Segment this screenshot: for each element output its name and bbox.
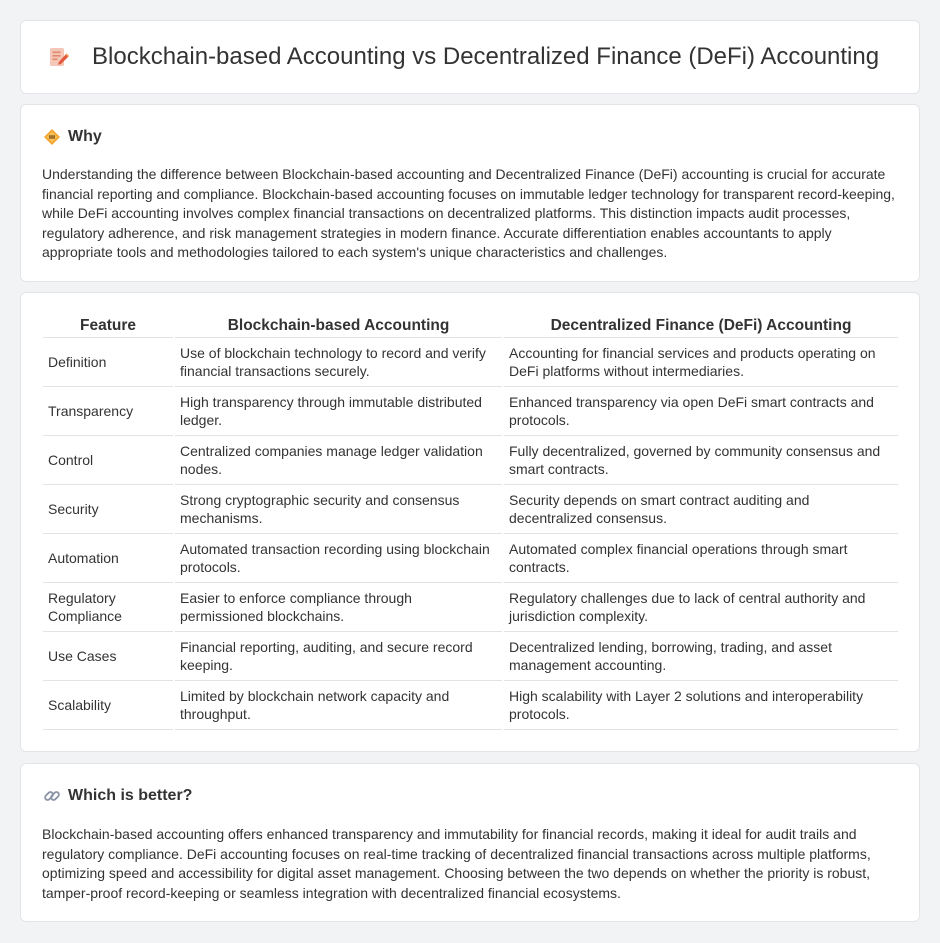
defi-cell: Regulatory challenges due to lack of central authority and jurisdiction complexity. <box>503 582 898 631</box>
better-heading: Which is better? <box>68 787 193 804</box>
feature-cell: Control <box>43 435 174 484</box>
feature-cell: Automation <box>43 533 174 582</box>
table-row <box>43 435 898 484</box>
link-icon <box>43 787 61 805</box>
feature-cell: Regulatory Compliance <box>43 582 174 631</box>
why-section <box>20 104 920 282</box>
blockchain-cell: Strong cryptographic security and consensus mechanisms. <box>174 484 503 533</box>
blockchain-cell: High transparency through immutable distributed ledger. <box>174 386 503 435</box>
defi-cell: Security depends on smart contract auditing and decentralized consensus. <box>503 484 898 533</box>
defi-cell: Enhanced transparency via open DeFi smart contracts and protocols. <box>503 386 898 435</box>
defi-cell: Automated complex financial operations through smart contracts. <box>503 533 898 582</box>
table-row <box>43 484 898 533</box>
blockchain-cell: Automated transaction recording using blockchain protocols. <box>174 533 503 582</box>
better-text: Blockchain-based accounting offers enhanced transparency and immutability for financial records, making it ideal for audit trails and regulatory compliance. DeFi accounting focuses on real-time tracking of decentralized financial transactions across multiple platforms, optimizing speed and accessibility for digital asset management. Choosing between the two depends on whether the priority is robust, tamper-proof record-keeping or seamless integration with decentralized financial ecosystems. <box>42 826 871 901</box>
feature-cell: Use Cases <box>43 631 174 680</box>
document-edit-icon <box>47 45 71 69</box>
comparison-table <box>43 315 898 730</box>
diamond-sign-icon <box>43 128 61 146</box>
feature-cell: Scalability <box>43 680 174 729</box>
blockchain-cell: Use of blockchain technology to record and verify financial transactions securely. <box>174 337 503 386</box>
table-row <box>43 337 898 386</box>
comparison-section <box>20 292 920 752</box>
table-row <box>43 680 898 729</box>
blockchain-cell: Centralized companies manage ledger validation nodes. <box>174 435 503 484</box>
header-blockchain: Blockchain-based Accounting <box>174 315 503 337</box>
why-heading: Why <box>68 128 102 145</box>
defi-cell: Decentralized lending, borrowing, trading, and asset management accounting. <box>503 631 898 680</box>
defi-cell: Fully decentralized, governed by community consensus and smart contracts. <box>503 435 898 484</box>
blockchain-cell: Easier to enforce compliance through permissioned blockchains. <box>174 582 503 631</box>
blockchain-cell: Limited by blockchain network capacity and throughput. <box>174 680 503 729</box>
which-is-better-section <box>20 763 920 922</box>
why-text: Understanding the difference between Blockchain-based accounting and Decentralized Finance (DeFi) accounting is crucial for accurate financial reporting and compliance. Blockchain-based accounting focuses on immutable ledger technology for transparent record-keeping, while DeFi accounting involves complex financial transactions on decentralized platforms. This distinction impacts audit processes, regulatory adherence, and risk management strategies in modern finance. Accurate differentiation enables accountants to apply appropriate tools and methodologies tailored to each system's unique characteristics and challenges. <box>42 166 895 261</box>
defi-cell: Accounting for financial services and products operating on DeFi platforms without intermediaries. <box>503 337 898 386</box>
header-defi: Decentralized Finance (DeFi) Accounting <box>503 315 898 337</box>
table-row <box>43 386 898 435</box>
table-row <box>43 631 898 680</box>
table-row <box>43 582 898 631</box>
header-feature: Feature <box>43 315 174 337</box>
page-title: Blockchain-based Accounting vs Decentralized Finance (DeFi) Accounting <box>92 43 880 70</box>
table-row <box>43 533 898 582</box>
feature-cell: Security <box>43 484 174 533</box>
feature-cell: Transparency <box>43 386 174 435</box>
feature-cell: Definition <box>43 337 174 386</box>
blockchain-cell: Financial reporting, auditing, and secure record keeping. <box>174 631 503 680</box>
defi-cell: High scalability with Layer 2 solutions and interoperability protocols. <box>503 680 898 729</box>
table-header-row <box>43 315 898 337</box>
title-card <box>20 20 920 94</box>
